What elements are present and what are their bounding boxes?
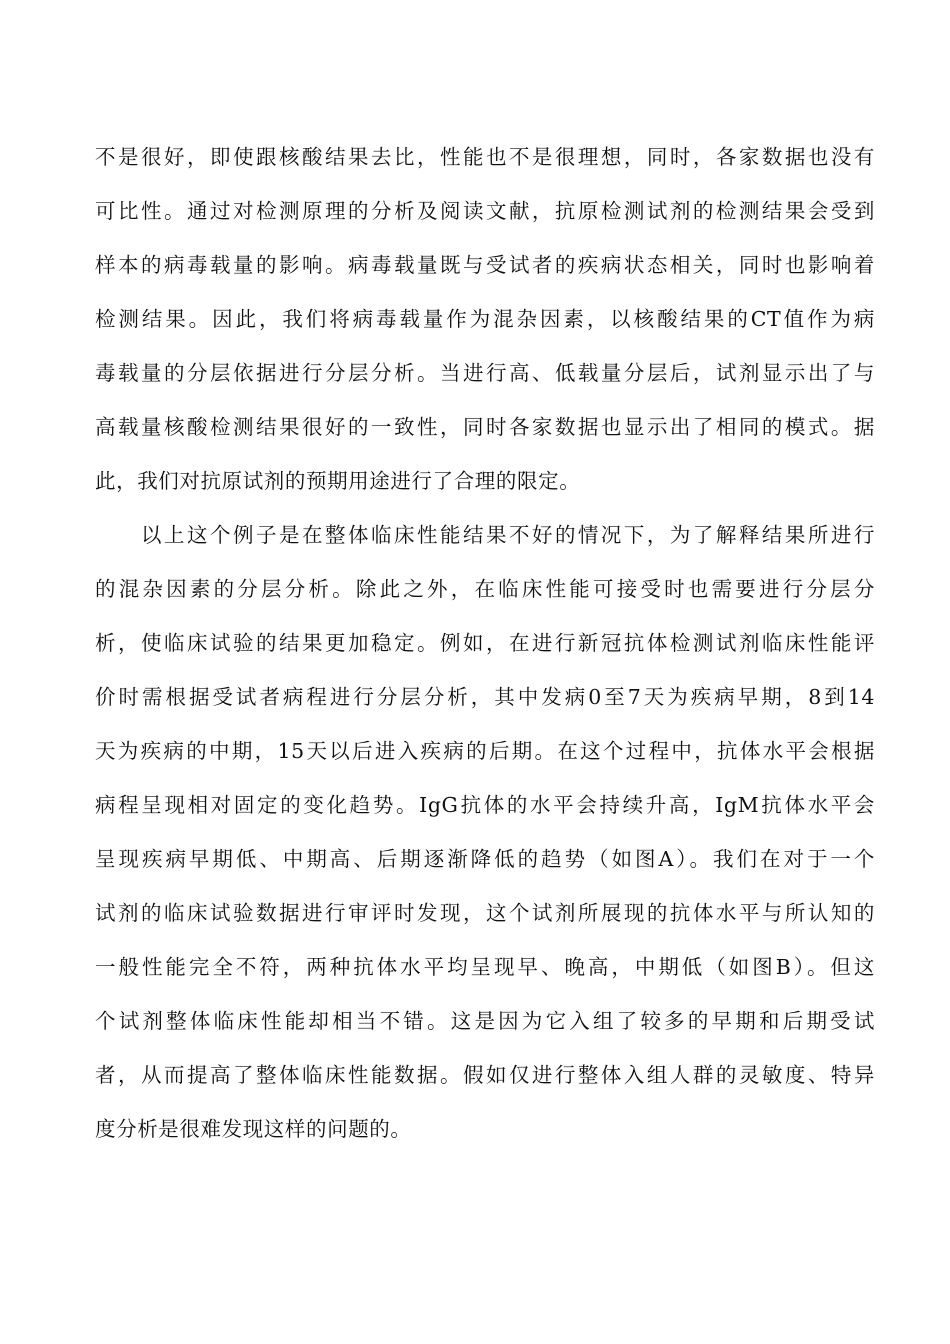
text-line: 可比性。通过对检测原理的分析及阅读文献，抗原检测试剂的检测结果会受到: [95, 199, 875, 223]
text-line: 以上这个例子是在整体临床性能结果不好的情况下，为了解释结果所进行: [141, 523, 875, 547]
text-line: 此，我们对抗原试剂的预期用途进行了合理的限定。: [95, 469, 581, 493]
text-line: 呈现疾病早期低、中期高、后期逐渐降低的趋势（如图A）。我们在对于一个: [95, 847, 875, 871]
text-line: 不是很好，即使跟核酸结果去比，性能也不是很理想，同时，各家数据也没有: [95, 145, 875, 169]
text-line: 病程呈现相对固定的变化趋势。IgG抗体的水平会持续升高，IgM抗体水平会: [95, 793, 875, 817]
text-line: 天为疾病的中期，15天以后进入疾病的后期。在这个过程中，抗体水平会根据: [95, 739, 875, 763]
text-line: 试剂的临床试验数据进行审评时发现，这个试剂所展现的抗体水平与所认知的: [95, 901, 875, 925]
text-line: 度分析是很难发现这样的问题的。: [95, 1117, 412, 1141]
text-line: 个试剂整体临床性能却相当不错。这是因为它入组了较多的早期和后期受试: [95, 1009, 875, 1033]
text-line: 一般性能完全不符，两种抗体水平均呈现早、晚高，中期低（如图B）。但这: [95, 955, 875, 979]
text-line: 析，使临床试验的结果更加稳定。例如，在进行新冠抗体检测试剂临床性能评: [95, 631, 875, 655]
text-line: 的混杂因素的分层分析。除此之外，在临床性能可接受时也需要进行分层分: [95, 577, 875, 601]
text-line: 价时需根据受试者病程进行分层分析，其中发病0至7天为疾病早期，8到14: [95, 685, 875, 709]
text-line: 者，从而提高了整体临床性能数据。假如仅进行整体入组人群的灵敏度、特异: [95, 1063, 875, 1087]
paragraph-stratified-analysis-example: [95, 508, 875, 1156]
text-line: 高载量核酸检测结果很好的一致性，同时各家数据也显示出了相同的模式。据: [95, 415, 875, 439]
text-line: 检测结果。因此，我们将病毒载量作为混杂因素，以核酸结果的CT值作为病: [95, 307, 875, 331]
text-line: 样本的病毒载量的影响。病毒载量既与受试者的疾病状态相关，同时也影响着: [95, 253, 875, 277]
paragraph-confounding-viral-load: [95, 130, 875, 508]
text-line: 毒载量的分层依据进行分层分析。当进行高、低载量分层后，试剂显示出了与: [95, 361, 875, 385]
